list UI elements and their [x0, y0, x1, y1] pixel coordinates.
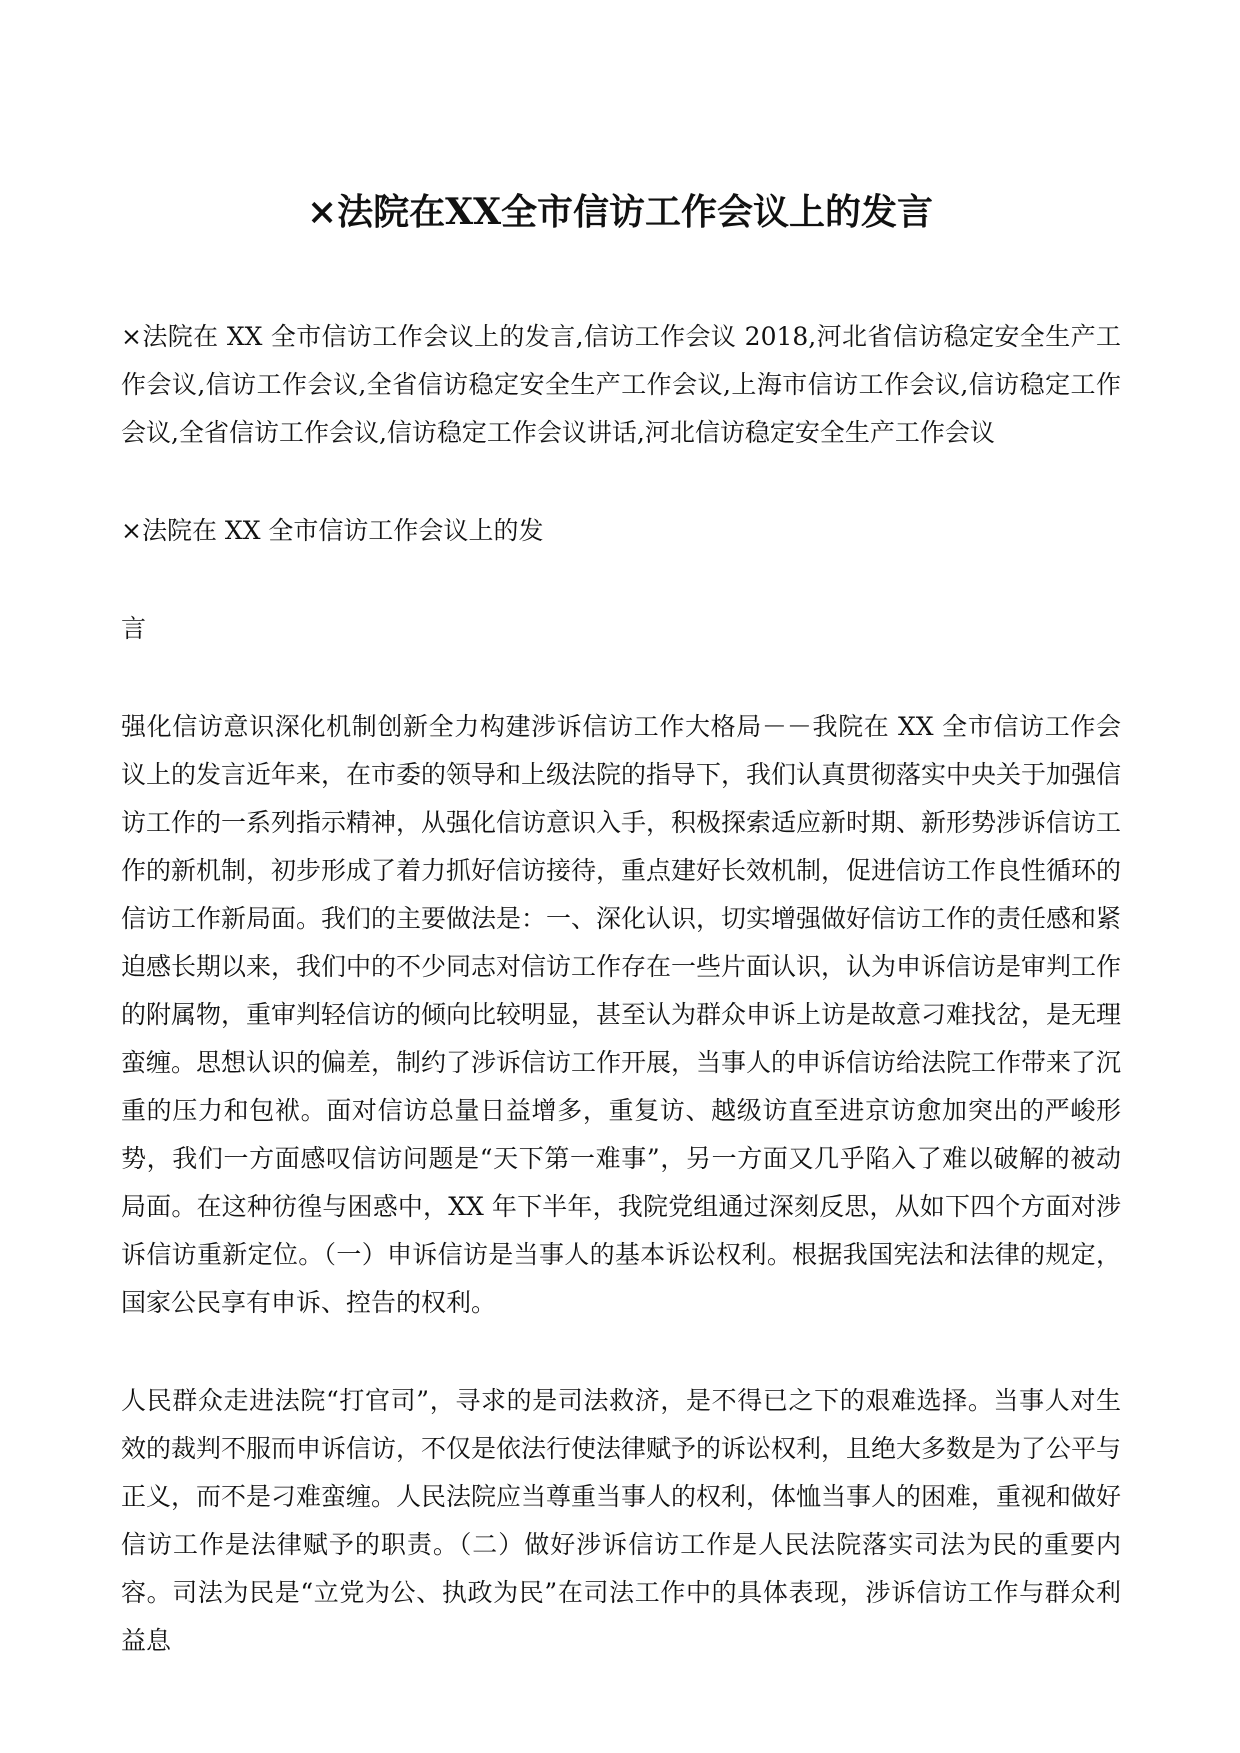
- document-title: ×法院在XX全市信访工作会议上的发言: [306, 191, 934, 233]
- subtitle-paragraph: ×法院在 XX 全市信访工作会议上的发: [121, 516, 544, 545]
- document-body: [121, 313, 1121, 1715]
- body-paragraph: 人民群众走进法院“打官司”，寻求的是司法救济，是不得已之下的艰难选择。当事人对生效的裁判不服而申诉信访，不仅是依法行使法律赋予的诉讼权利，且绝大多数是为了公平与正义，而不是刁难蛮缠。人民法院应当尊重当事人的权利，体恤当事人的困难，重视和做好信访工作是法律赋予的职责。（二）做好涉诉信访工作是人民法院落实司法为民的重要内容。司法为民是“立党为公、执政为民”在司法工作中的具体表现，涉诉信访工作与群众利益息: [121, 1386, 1122, 1655]
- keywords-paragraph: ×法院在 XX 全市信访工作会议上的发言,信访工作会议 2018,河北省信访稳定安全生产工作会议,信访工作会议,全省信访稳定安全生产工作会议,上海市信访工作会议,信访稳定工作会议,全省信访工作会议,信访稳定工作会议讲话,河北信访稳定安全生产工作会议: [121, 322, 1121, 447]
- body-paragraph: 强化信访意识深化机制创新全力构建涉诉信访工作大格局－－我院在 XX 全市信访工作会议上的发言近年来，在市委的领导和上级法院的指导下，我们认真贯彻落实中央关于加强信访工作的一系列指示精神，从强化信访意识入手，积极探索适应新时期、新形势涉诉信访工作的新机制，初步形成了着力抓好信访接待，重点建好长效机制，促进信访工作良性循环的信访工作新局面。我们的主要做法是：一、深化认识，切实增强做好信访工作的责任感和紧迫感长期以来，我们中的不少同志对信访工作存在一些片面认识，认为申诉信访是审判工作的附属物，重审判轻信访的倾向比较明显，甚至认为群众申诉上访是故意刁难找岔，是无理蛮缠。思想认识的偏差，制约了涉诉信访工作开展，当事人的申诉信访给法院工作带来了沉重的压力和包袱。面对信访总量日益增多，重复访、越级访直至进京访愈加突出的严峻形势，我们一方面感叹信访问题是“天下第一难事”，另一方面又几乎陷入了难以破解的被动局面。在这种彷徨与困惑中，XX 年下半年，我院党组通过深刻反思，从如下四个方面对涉诉信访重新定位。（一）申诉信访是当事人的基本诉讼权利。根据我国宪法和法律的规定，国家公民享有申诉、控告的权利。: [121, 712, 1122, 1317]
- subtitle-continuation-paragraph: 言: [121, 614, 147, 643]
